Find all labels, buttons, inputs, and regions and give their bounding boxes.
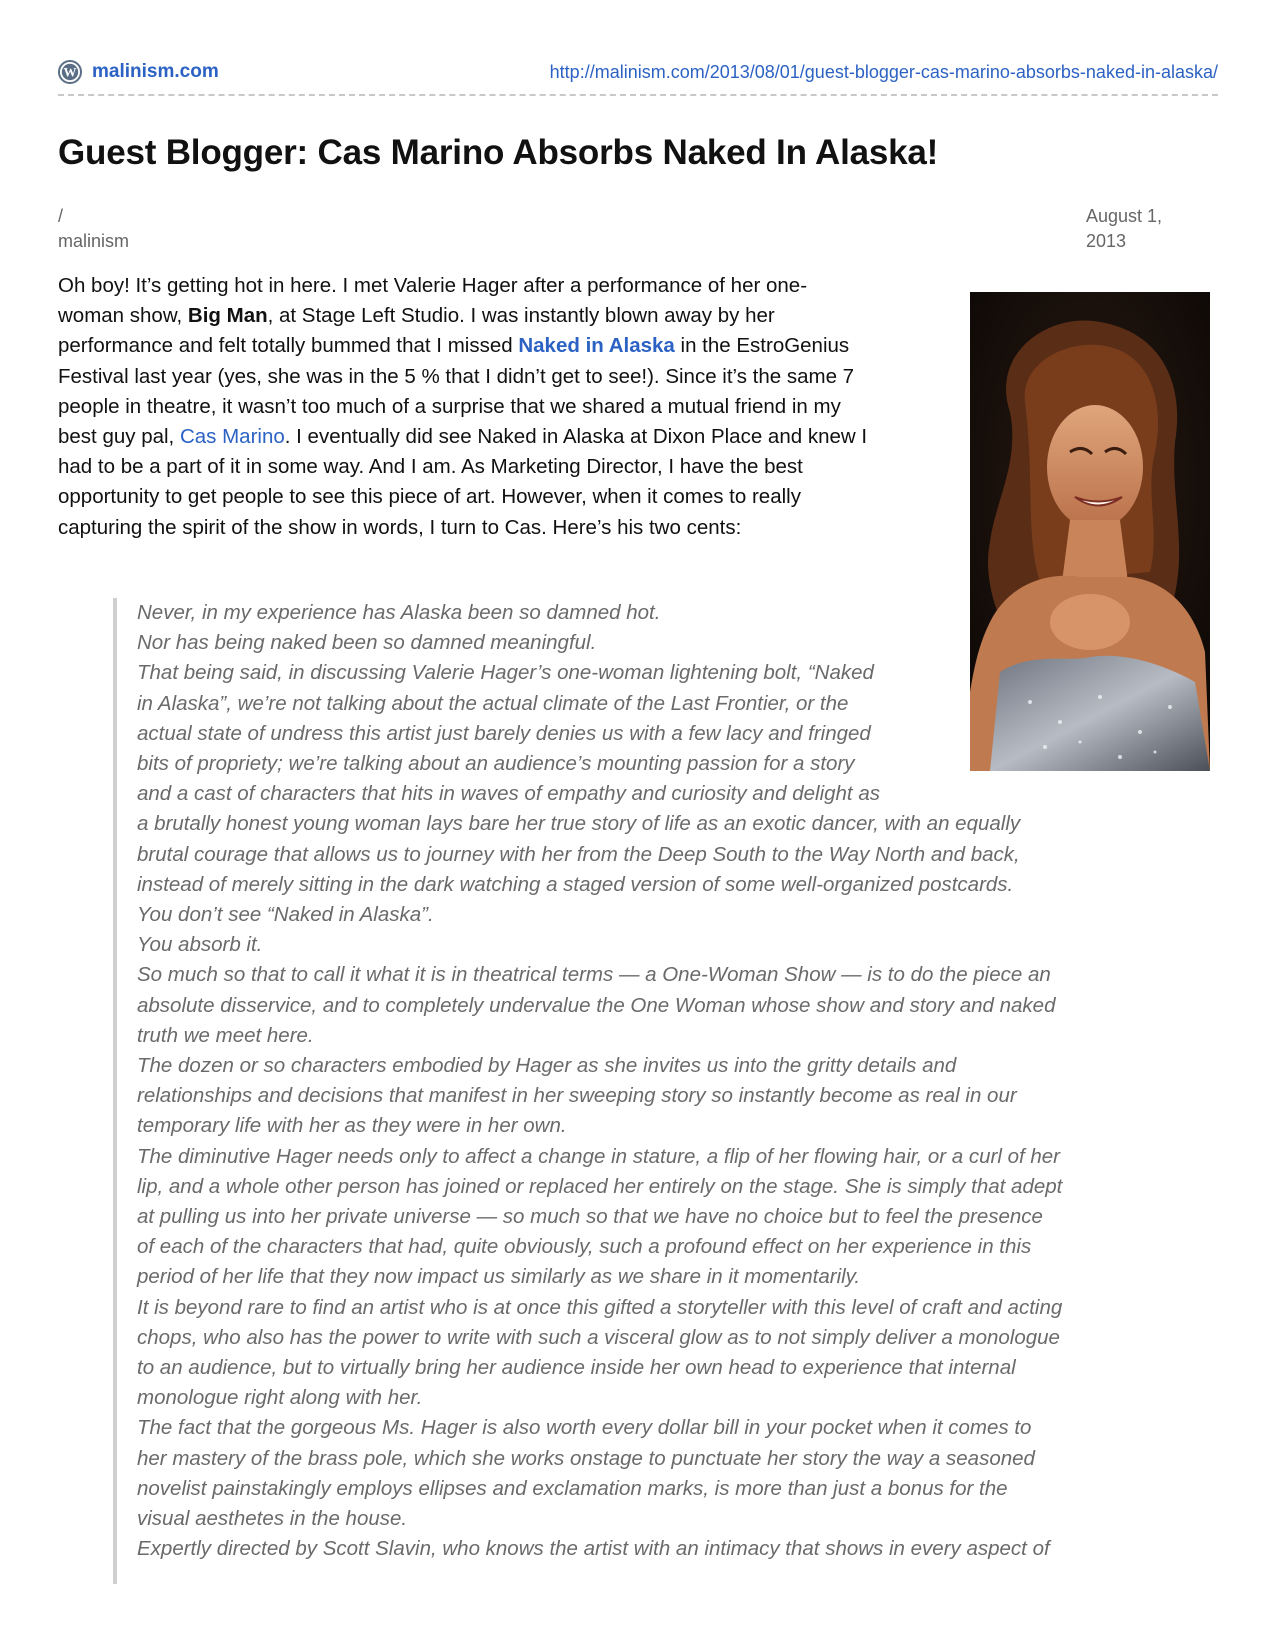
- intro-line: Festival last year (yes, she was in the 5 % that I didn’t get to see!). Since it’s the same 7: [58, 364, 855, 388]
- quote-line: period of her life that they now impact us similarly as we share in it momentarily.: [137, 1265, 861, 1289]
- cas-marino-link[interactable]: Cas Marino: [179, 425, 285, 449]
- quote-line: Expertly directed by Scott Slavin, who knows the artist with an intimacy that shows in every aspect of: [137, 1537, 1050, 1561]
- intro-line: performance and felt totally bummed that I missed Naked in Alaska in the EstroGenius: [58, 334, 850, 358]
- show-title-big-man: Big Man: [187, 304, 268, 328]
- quote-line: The fact that the gorgeous Ms. Hager is also worth every dollar bill in your pocket when it comes to: [137, 1416, 1032, 1440]
- quote-line: her mastery of the brass pole, which she works onstage to punctuate her story the way a seasoned: [137, 1446, 1035, 1470]
- intro-line: opportunity to get people to see this piece of art. However, when it comes to really: [58, 485, 801, 509]
- category-separator: /: [58, 206, 64, 226]
- page-header: [58, 58, 1218, 96]
- quote-line: You don’t see “Naked in Alaska”.: [137, 903, 434, 927]
- page-url-link[interactable]: http://malinism.com/2013/08/01/guest-blogger-cas-marino-absorbs-naked-in-alaska/: [549, 62, 1218, 82]
- quote-line: visual aesthetes in the house.: [137, 1507, 408, 1531]
- intro-paragraph: [58, 271, 948, 543]
- intro-line: had to be a part of it in some way. And I am. As Marketing Director, I have the best: [58, 455, 803, 479]
- quote-line: instead of merely sitting in the dark watching a staged version of some well-organized postcards.: [137, 872, 1014, 896]
- post-date-line1: August 1,: [1086, 206, 1163, 226]
- quote-line: and a cast of characters that hits in waves of empathy and curiosity and delight as: [137, 782, 880, 806]
- quote-line: novelist painstakingly employs ellipses and exclamation marks, is more than just a bonus for the: [137, 1476, 1008, 1500]
- quote-line: It is beyond rare to find an artist who is at once this gifted a storyteller with this level of craft and acting: [137, 1295, 1063, 1319]
- quote-line: in Alaska”, we’re not talking about the actual climate of the Last Frontier, or the: [137, 691, 849, 715]
- guest-blockquote: [113, 598, 1167, 1584]
- quote-line: truth we meet here.: [137, 1023, 314, 1047]
- blockquote-text: [137, 598, 1167, 1565]
- quote-line: a brutally honest young woman lays bare her true story of life as an exotic dancer, with an equally: [137, 812, 1021, 836]
- quote-line: So much so that to call it what it is in theatrical terms — a One-Woman Show — is to do the piece an: [137, 963, 1051, 987]
- quote-line: to an audience, but to virtually bring her audience inside her own head to experience that internal: [137, 1356, 1016, 1380]
- quote-line: Never, in my experience has Alaska been so damned hot.: [137, 601, 661, 624]
- quote-line: lip, and a whole other person has joined or replaced her entirely on the stage. She is simply that adept: [137, 1174, 1063, 1198]
- quote-line: of each of the characters that had, quite obviously, such a profound effect on her experience in this: [137, 1235, 1032, 1259]
- wordpress-icon[interactable]: [58, 60, 82, 84]
- quote-line: That being said, in discussing Valerie Hager’s one-woman lightening bolt, “Naked: [137, 661, 874, 685]
- quote-line: The dozen or so characters embodied by Hager as she invites us into the gritty details and: [137, 1054, 957, 1078]
- quote-line: absolute disservice, and to completely undervalue the One Woman whose show and story and naked: [137, 993, 1056, 1017]
- quote-line: chops, who also has the power to write with such a visceral glow as to not simply deliver a monologue: [137, 1325, 1060, 1349]
- intro-line: people in theatre, it wasn’t too much of a surprise that we shared a mutual friend in my: [58, 394, 841, 418]
- quote-line: bits of propriety; we’re talking about an audience’s mounting passion for a story: [137, 752, 855, 776]
- quote-line: at pulling us into her private universe — so much so that we have no choice but to feel the presence: [137, 1205, 1043, 1229]
- quote-line: Nor has being naked been so damned meaningful.: [137, 631, 597, 655]
- post-meta: [58, 204, 129, 254]
- site-name-link[interactable]: malinism.com: [92, 61, 219, 82]
- post-title: Guest Blogger: Cas Marino Absorbs Naked In Alaska!: [58, 133, 939, 172]
- quote-line: brutal courage that allows us to journey with her from the Deep South to the Way North and back,: [137, 842, 1020, 866]
- quote-line: The diminutive Hager needs only to affect a change in stature, a flip of her flowing hair, or a curl of her: [137, 1144, 1061, 1168]
- intro-line: Oh boy! It’s getting hot in here. I met Valerie Hager after a performance of her one-: [58, 274, 808, 297]
- intro-line: best guy pal, Cas Marino. I eventually did see Naked in Alaska at Dixon Place and knew I: [58, 425, 868, 449]
- post-date-line2: 2013: [1086, 231, 1127, 251]
- intro-line: capturing the spirit of the show in words, I turn to Cas. Here’s his two cents:: [58, 515, 742, 539]
- intro-line: woman show, Big Man, at Stage Left Studio. I was instantly blown away by her: [58, 304, 775, 328]
- quote-line: You absorb it.: [137, 933, 263, 957]
- post-date: [1086, 204, 1196, 254]
- quote-line: actual state of undress this artist just barely denies us with a few lacy and fringed: [137, 721, 871, 745]
- svg-text:W: W: [63, 64, 77, 80]
- quote-line: relationships and decisions that manifest in her sweeping story so instantly become as real in our: [137, 1084, 1017, 1108]
- naked-in-alaska-link[interactable]: Naked in Alaska: [518, 334, 675, 358]
- quote-line: monologue right along with her.: [137, 1386, 423, 1410]
- post-author[interactable]: malinism: [58, 231, 130, 251]
- quote-line: temporary life with her as they were in her own.: [137, 1114, 567, 1138]
